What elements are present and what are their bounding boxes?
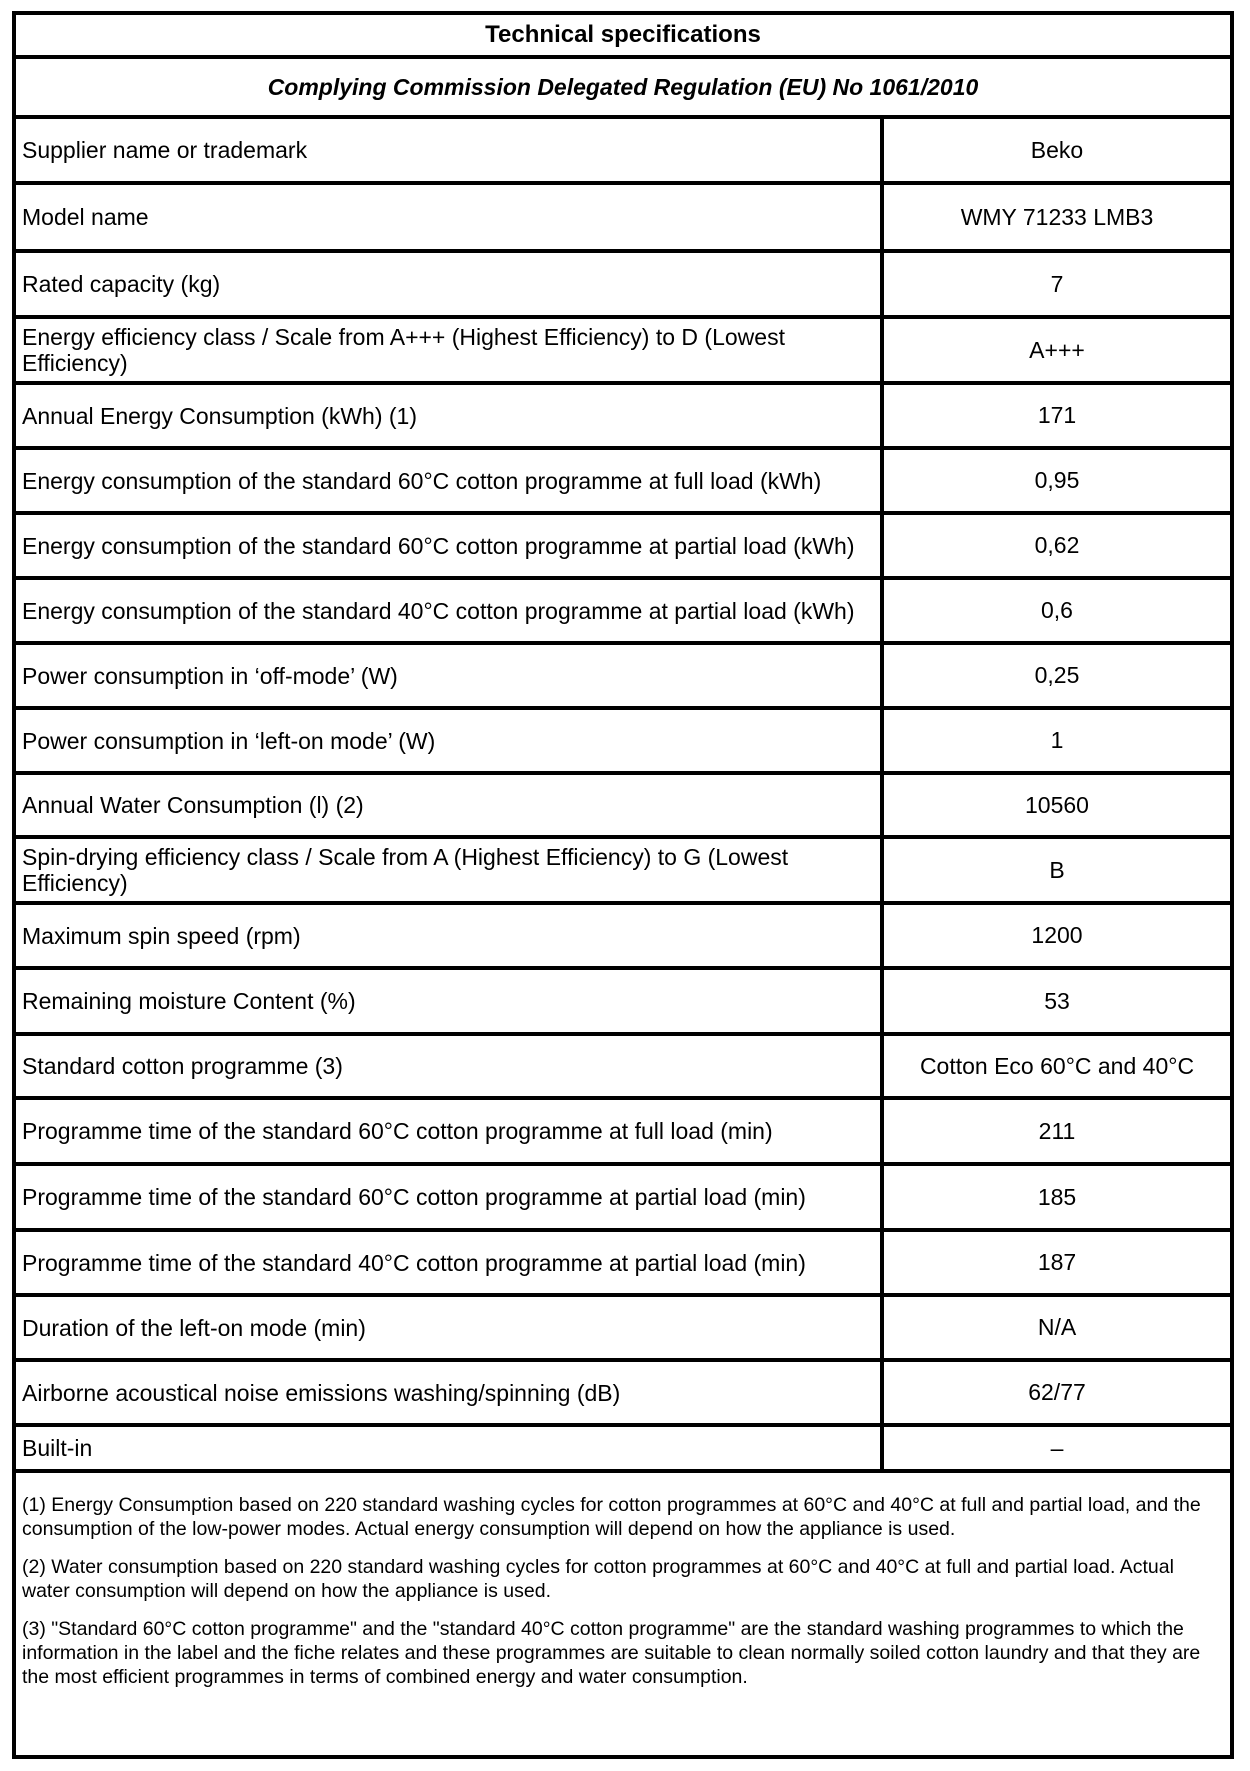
spec-value: 0,95 — [1034, 467, 1080, 493]
spec-label: Programme time of the standard 60°C cotton programme at full load (min) — [16, 1100, 884, 1162]
spec-row — [16, 710, 1230, 775]
spec-row — [16, 119, 1230, 185]
spec-row — [16, 253, 1230, 319]
spec-value: – — [1050, 1434, 1064, 1461]
spec-label: Energy consumption of the standard 60°C cotton programme at partial load (kWh) — [16, 515, 884, 576]
spec-row — [16, 319, 1230, 385]
spec-value: 1200 — [1031, 922, 1083, 948]
spec-row — [16, 450, 1230, 515]
spec-row — [16, 580, 1230, 645]
spec-row — [16, 1100, 1230, 1166]
spec-row — [16, 1362, 1230, 1427]
spec-label: Maximum spin speed (rpm) — [16, 905, 884, 966]
spec-value: 1 — [1050, 727, 1064, 753]
spec-label: Programme time of the standard 40°C cotton programme at partial load (min) — [16, 1232, 884, 1293]
spec-row — [16, 839, 1230, 905]
spec-row — [16, 645, 1230, 710]
spec-label: Airborne acoustical noise emissions washing/spinning (dB) — [16, 1362, 884, 1423]
spec-label: Energy efficiency class / Scale from A+++ (Highest Efficiency) to D (Lowest Efficiency) — [16, 319, 884, 381]
spec-table — [16, 119, 1230, 1473]
spec-label: Duration of the left-on mode (min) — [16, 1297, 884, 1358]
spec-label: Power consumption in ‘off-mode’ (W) — [16, 645, 884, 706]
spec-sheet — [12, 11, 1234, 1759]
regulation-subtitle: Complying Commission Delegated Regulation (EU) No 1061/2010 — [16, 59, 1230, 119]
spec-label: Standard cotton programme (3) — [16, 1036, 884, 1096]
spec-value: 0,25 — [1034, 662, 1080, 688]
spec-value: 62/77 — [1028, 1379, 1086, 1405]
spec-label: Rated capacity (kg) — [16, 253, 884, 315]
spec-label: Model name — [16, 185, 884, 249]
spec-value: 211 — [1038, 1117, 1076, 1144]
spec-label: Annual Water Consumption (l) (2) — [16, 775, 884, 835]
spec-label: Energy consumption of the standard 60°C cotton programme at full load (kWh) — [16, 450, 884, 511]
spec-label: Energy consumption of the standard 40°C cotton programme at partial load (kWh) — [16, 580, 884, 641]
spec-value: 185 — [1037, 1183, 1077, 1210]
spec-value: 10560 — [1025, 791, 1089, 818]
spec-value: 187 — [1037, 1249, 1077, 1275]
spec-row — [16, 1166, 1230, 1232]
spec-value: B — [1049, 856, 1065, 883]
footnote-1: (1) Energy Consumption based on 220 standard washing cycles for cotton programmes at 60°C and 40°C at full and partial load, and the consumption of the low-power modes. Actual energy consumption will depend on how the appliance is used. — [22, 1494, 1201, 1540]
spec-row — [16, 185, 1230, 253]
spec-row — [16, 775, 1230, 839]
footnote-3: (3) "Standard 60°C cotton programme" and the "standard 40°C cotton programme" are the standard washing programmes to which the information in the label and the fiche relates and these programmes are suitable to clean normally soiled cotton laundry and that they are the most efficient programmes in terms of combined energy and water consumption. — [22, 1618, 1201, 1688]
footnote-2: (2) Water consumption based on 220 standard washing cycles for cotton programmes at 60°C and 40°C at full and partial load. Actual water consumption will depend on how the appliance is used. — [22, 1556, 1174, 1602]
spec-row — [16, 1232, 1230, 1297]
spec-row — [16, 1036, 1230, 1100]
spec-value: 0,6 — [1041, 597, 1073, 623]
page-title: Technical specifications — [16, 15, 1230, 59]
spec-row — [16, 905, 1230, 970]
spec-label: Programme time of the standard 60°C cotton programme at partial load (min) — [16, 1166, 884, 1228]
spec-row — [16, 1297, 1230, 1362]
spec-value: WMY 71233 LMB3 — [960, 203, 1154, 230]
spec-label: Supplier name or trademark — [16, 119, 884, 181]
spec-label: Annual Energy Consumption (kWh) (1) — [16, 385, 884, 446]
spec-label: Spin-drying efficiency class / Scale from A (Highest Efficiency) to G (Lowest Efficiency) — [16, 839, 884, 901]
spec-row — [16, 385, 1230, 450]
spec-value: Beko — [1030, 136, 1084, 163]
spec-value: 7 — [1050, 270, 1064, 297]
spec-value: N/A — [1037, 1314, 1077, 1340]
spec-value: 53 — [1044, 987, 1070, 1014]
spec-value: 0,62 — [1034, 532, 1080, 558]
spec-row — [16, 515, 1230, 580]
spec-label: Built-in — [16, 1427, 884, 1469]
footnotes — [16, 1473, 1230, 1689]
spec-value: A+++ — [1029, 336, 1085, 363]
spec-value: Cotton Eco 60°C and 40°C — [919, 1052, 1195, 1079]
spec-label: Remaining moisture Content (%) — [16, 970, 884, 1032]
spec-row — [16, 1427, 1230, 1473]
spec-label: Power consumption in ‘left-on mode’ (W) — [16, 710, 884, 771]
spec-row — [16, 970, 1230, 1036]
spec-value: 171 — [1037, 402, 1077, 428]
